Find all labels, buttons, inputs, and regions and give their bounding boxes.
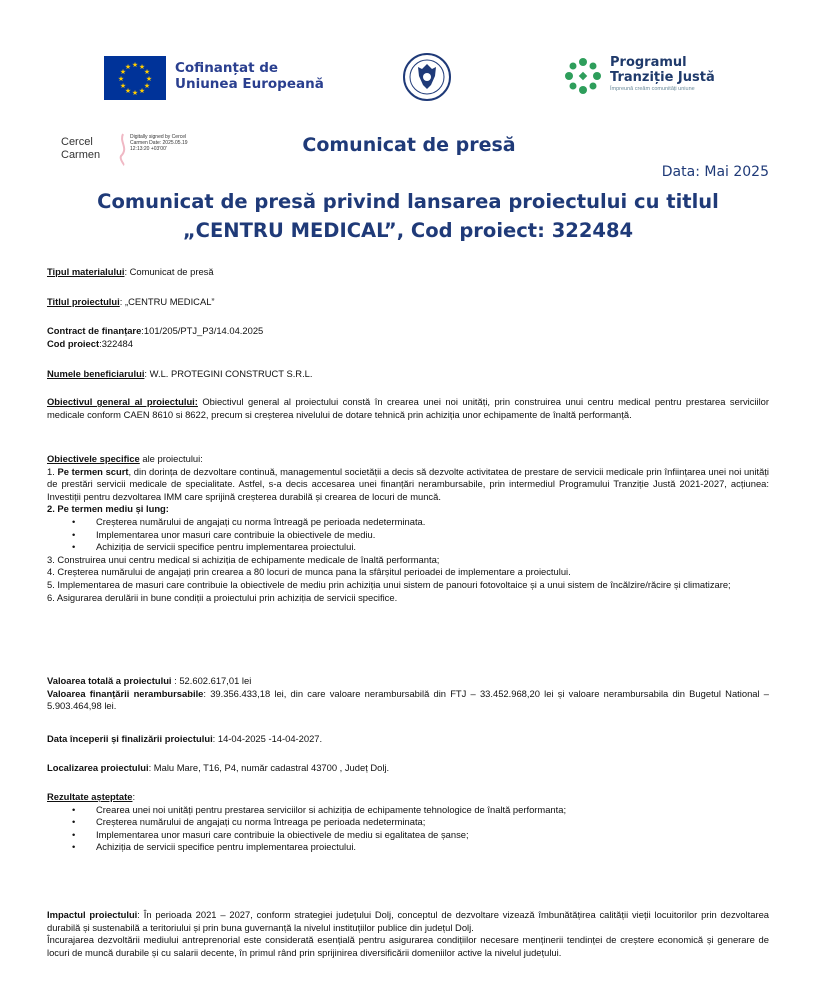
svg-text:★: ★ (131, 89, 139, 97)
specific-item-2-label: 2. Pe termen mediu și lung: (47, 503, 169, 515)
press-release-label: Comunicat de presă (302, 134, 516, 156)
project-title-field: Titlul proiectului: „CENTRU MEDICAL” (47, 296, 215, 307)
svg-text:★: ★ (117, 75, 125, 83)
specific-item-2-list (47, 516, 769, 554)
svg-text:★: ★ (143, 68, 151, 76)
specific-item-6: 6. Asigurarea derulării in bune condiții a proiectului prin achiziția de servicii specifice. (47, 591, 398, 603)
specific-objectives: Obiectivele specifice ale proiectului: 1. Pe termen scurt, din dorința de dezvoltare continuă, managementul societății a decis să dezvolte activitatea de prestare de servicii medicale prin înființarea unei noi unități de prestări servicii medicale de specialitate. Astfel, s-a decis accesarea unei finanțări nerambursabile, prin intermediul Programului Tranziție Justă 2021-2027, acțiunea: Investiții pentru dezvoltarea IMM care sprijină creșterea durabilă și crearea de locuri de muncă. 2. Pe termen mediu și lung: • Creșterea numărului de angajați cu norma întreagă pe perioada nedeterminata. • Implementarea unor masuri care contribuie la obiectivele de mediu. • Achiziția de servicii specifice pentru implementarea proiectului. 3. Construirea unui centru medical si achiziția de echipamente medicale de înaltă performanta; 4. Creșterea numărului de angajați prin crearea a 80 locuri de munca pana la sfârșitul perioadei de implementare a proiectului. 5. Implementarea de masuri care contribuie la obiectivele de mediu prin achiziția unui sistem de panouri fotovoltaice și a unui sistem de încălzire/răcire și climatizare; 6. Asigurarea derulării in bune condiții a proiectului prin achiziția de servicii specifice. (47, 453, 769, 604)
list-item: • Achiziția de servicii specifice pentru implementarea proiectului. (47, 841, 769, 854)
list-item: • Crearea unei noi unități pentru prestarea serviciilor si achiziția de echipamente tehnologice de înaltă performanta; (47, 804, 769, 817)
svg-text:★: ★ (131, 61, 139, 69)
specific-item-3: 3. Construirea unui centru medical si achiziția de echipamente medicale de înaltă performanta; (47, 553, 440, 565)
specific-item-5: 5. Implementarea de masuri care contribuie la obiectivele de mediu prin achiziția unui sistem de panouri fotovoltaice și a unui sistem de încălzire/răcire și climatizare; (47, 578, 731, 590)
svg-text:★: ★ (119, 82, 127, 90)
project-location: Localizarea proiectului: Malu Mare, T16, P4, număr cadastral 43700 , Județ Dolj. (47, 762, 390, 773)
signature-metadata: Digitally signed by Cercel Carmen Date: 2025.05.19 12:13:20 +03'00' (130, 134, 188, 152)
release-date: Data: Mai 2025 (661, 164, 769, 180)
project-dates: Data începerii și finalizării proiectului: 14-04-2025 -14-04-2027. (47, 733, 323, 744)
list-item: • Achiziția de servicii specifice pentru implementarea proiectului. (47, 541, 769, 554)
general-objective: Obiectivul general al proiectului: Obiectivul general al proiectului constă în crearea unei noi unități, prin construirea unui centru medical pentru prestarea serviciilor medicale conform CAEN 8610 si 8622, precum si creșterea nivelului de dotare tehnică prin achiziția unor echipamente de înaltă performanță. (47, 396, 769, 420)
project-impact: Impactul proiectului: În perioada 2021 – 2027, conform strategiei județului Dolj, conceptul de dezvoltare vizează îmbunătățirea calității vieții locuitorilor prin dezvoltarea durabilă și sustenabilă a teritoriului și prin buna guvernanță la nivelul instituțiilor publice din județul Dolj. Încurajarea dezvoltării mediului antreprenorial este considerată esențială pentru asigurarea condițiilor necesare menținerii tendinței de creștere economică și generare de locuri de muncă durabile și cu salarii decente, în primul rând prin sprijinirea diversificării domeniilor active la nivelul județului. (47, 909, 769, 958)
ptj-tagline: Împreună creăm comunități uniune (610, 86, 695, 92)
expected-results: Rezultate așteptate: • Crearea unei noi unități pentru prestarea serviciilor si achiziția de echipamente tehnologice de înaltă performanta; • Creșterea numărului de angajați cu norma întreaga pe perioada nedeterminata; • Implementarea unor masuri care contribuie la obiectivele de mediu si egalitatea de șanse; • Achiziția de servicii specifice pentru implementarea proiectului. (47, 791, 769, 854)
romanian-government-seal-icon (402, 52, 452, 102)
eu-flag-icon (104, 56, 166, 100)
specific-item-4: 4. Creșterea numărului de angajați prin crearea a 80 locuri de munca pana la sfârșitul perioadei de implementare a proiectului. (47, 566, 571, 578)
svg-text:★: ★ (124, 63, 132, 71)
contract-field: Contract de finanțare:101/205/PTJ_P3/14.04.2025 Cod proiect:322484 (47, 325, 264, 349)
list-item: • Creșterea numărului de angajați cu norma întreaga pe perioada nedeterminata; (47, 816, 769, 829)
svg-text:★: ★ (138, 63, 146, 71)
svg-text:★: ★ (124, 87, 132, 95)
list-item: • Implementarea unor masuri care contribuie la obiectivele de mediu si egalitatea de șanse; (47, 829, 769, 842)
svg-text:★: ★ (119, 68, 127, 76)
list-item: • Creșterea numărului de angajați cu norma întreagă pe perioada nedeterminata. (47, 516, 769, 529)
svg-text:★: ★ (145, 75, 153, 83)
project-values: Valoarea totală a proiectului : 52.602.617,01 lei Valoarea finanțării nerambursabile: 39.356.433,18 lei, din care valoare nerambursabilă din FTJ – 33.452.968,20 lei și valoare nerambursabila din Bugetul National – 5.903.464,98 lei. (47, 675, 769, 712)
signature-name: Cercel Carmen (61, 136, 101, 161)
ptj-flower-logo-icon (561, 54, 605, 98)
svg-text:★: ★ (138, 87, 146, 95)
svg-text:★: ★ (143, 82, 151, 90)
page-title: Comunicat de presă privind lansarea proiectului cu titlul „CENTRU MEDICAL”, Cod proiect: 322484 (97, 190, 719, 242)
beneficiary-field: Numele beneficiarului: W.L. PROTEGINI CONSTRUCT S.R.L. (47, 368, 313, 379)
ptj-program-label: Programul Tranziție Justă (610, 55, 715, 85)
eu-cofinance-label: Cofinanțat de Uniunea Europeană (175, 60, 324, 92)
list-item: • Implementarea unor masuri care contribuie la obiectivele de mediu. (47, 529, 769, 542)
specific-item-1: 1. Pe termen scurt, din dorința de dezvoltare continuă, managementul societății a decis să dezvolte activitatea de prestare de servicii medicale prin înființarea unei noi unități de prestări servicii medicale de specialitate. Astfel, s-a decis accesarea unei finanțări nerambursabile, prin intermediul Programului Tranziție Justă 2021-2027, acțiunea: Investiții pentru dezvoltarea IMM care sprijină creșterea durabilă și crearea de locuri de muncă. (47, 465, 769, 502)
material-type-field: Tipul materialului: Comunicat de presă (47, 266, 214, 277)
